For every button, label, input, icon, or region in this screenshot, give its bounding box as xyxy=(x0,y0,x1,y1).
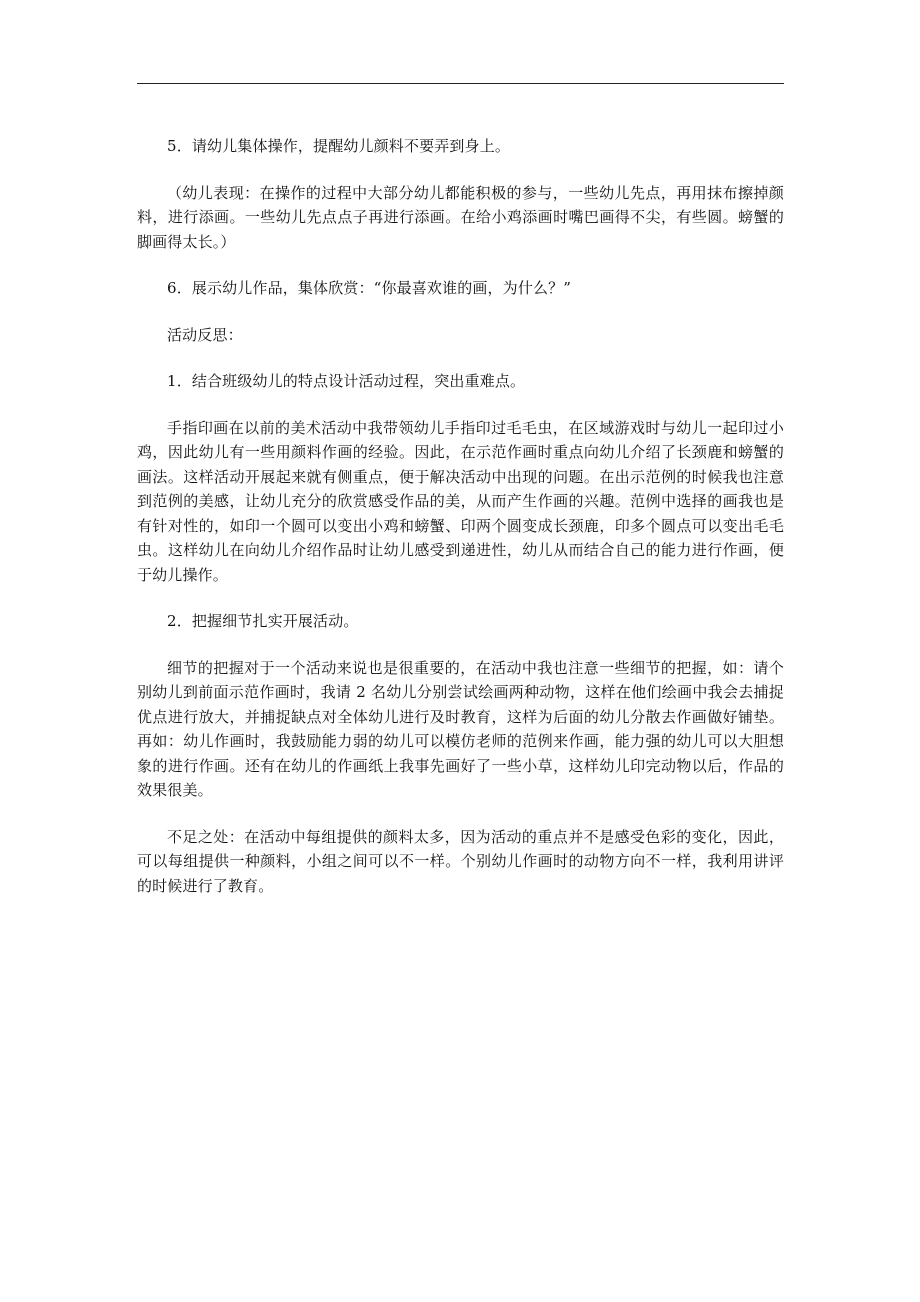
reflection-point-2: 2．把握细节扎实开展活动。 xyxy=(167,612,359,630)
reflection-point-1: 1．结合班级幼儿的特点设计活动过程，突出重难点。 xyxy=(167,372,526,390)
section-heading-reflection: 活动反思： xyxy=(167,325,243,344)
paragraph-step-6: 6．展示幼儿作品，集体欣赏：“你最喜欢谁的画，为什么？” xyxy=(167,279,572,297)
paragraph-finger-painting: 手指印画在以前的美术活动中我带领幼儿手指印过毛毛虫，在区域游戏时与幼儿一起印过小鸡，因此幼儿有一些用颜料作画的经验。因此，在示范作画时重点向幼儿介绍了长颈鹿和螃蟹的画法。这样活动开展起来就有侧重点，便于解决活动中出现的问题。在出示范例的时候我也注意到范例的美感，让幼儿充分的欣赏感受作品的美，从而产生作画的兴趣。范例中选择的画我也是有针对性的，如印一个圆可以变出小鸡和螃蟹、印两个圆变成长颈鹿，印多个圆点可以变出毛毛虫。这样幼儿在向幼儿介绍作品时让幼儿感受到递进性，幼儿从而结合自己的能力进行作画，便于幼儿操作。 xyxy=(137,418,784,584)
paragraph-child-performance: （幼儿表现：在操作的过程中大部分幼儿都能积极的参与，一些幼儿先点，再用抹布擦掉颜料，进行添画。一些幼儿先点点子再进行添画。在给小鸡添画时嘴巴画得不尖，有些圆。螃蟹的脚画得太长。） xyxy=(137,183,784,251)
document-body xyxy=(137,134,784,898)
paragraph-shortcomings: 不足之处：在活动中每组提供的颜料太多，因为活动的重点并不是感受色彩的变化，因此，可以每组提供一种颜料，小组之间可以不一样。个别幼儿作画时的动物方向不一样，我利用讲评的时候进行了教育。 xyxy=(137,827,784,895)
header-rule xyxy=(137,83,784,84)
paragraph-details: 细节的把握对于一个活动来说也是很重要的，在活动中我也注意一些细节的把握，如：请个别幼儿到前面示范作画时，我请 2 名幼儿分别尝试绘画两种动物，这样在他们绘画中我会去捕捉优点进行放大，并捕捉缺点对全体幼儿进行及时教育，这样为后面的幼儿分散去作画做好铺垫。再如：幼儿作画时，我鼓励能力弱的幼儿可以模仿老师的范例来作画，能力强的幼儿可以大胆想象的进行作画。还有在幼儿的作画纸上我事先画好了一些小草，这样幼儿印完动物以后，作品的效果很美。 xyxy=(137,658,784,799)
paragraph-step-5: 5．请幼儿集体操作，提醒幼儿颜料不要弄到身上。 xyxy=(167,137,510,155)
